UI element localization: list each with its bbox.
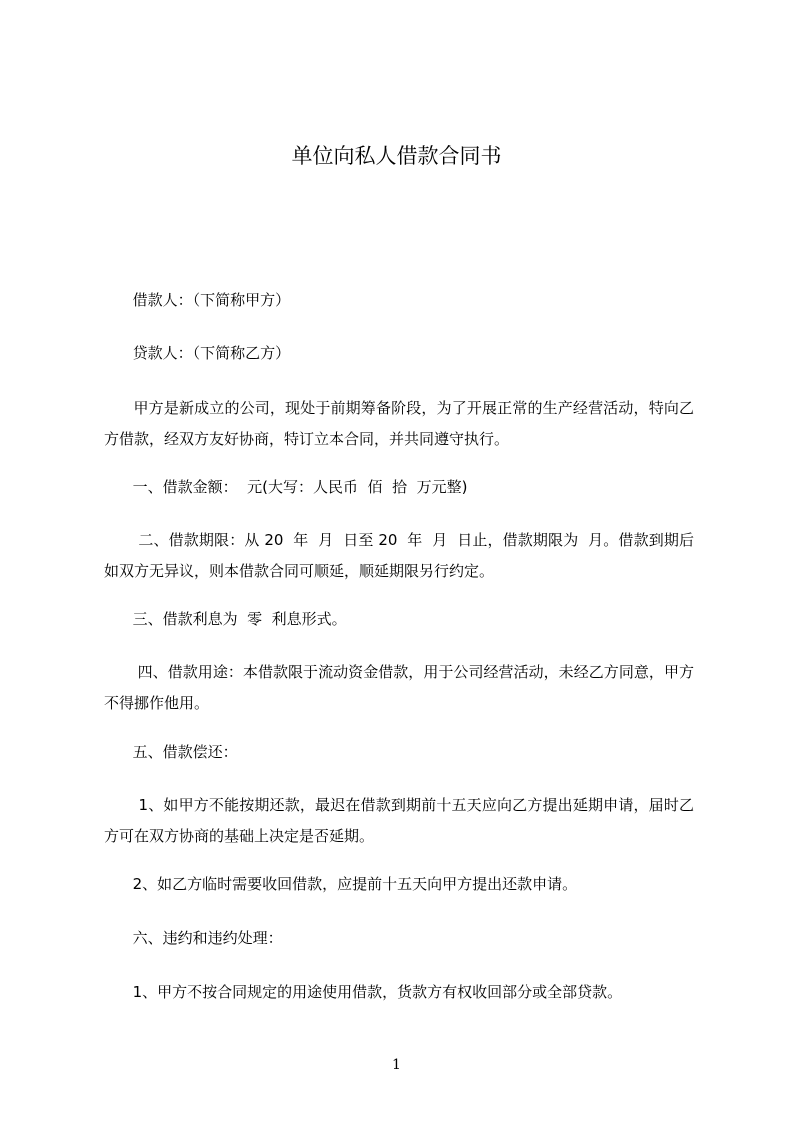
page-number: 1 [392, 1057, 401, 1073]
intro-paragraph: 甲方是新成立的公司，现处于前期筹备阶段，为了开展正常的生产经营活动，特向乙方借款，经双方友好协商，特订立本合同，并共同遵守执行。 [104, 399, 694, 448]
clause-loan-term: 二、借款期限：从 20 年 月 日至 20 年 月 日止，借款期限为 月。借款到期后如双方无异议，则本借款合同可顺延，顺延期限另行约定。 [104, 531, 694, 580]
breach-item-1: 1、甲方不按合同规定的用途使用借款，货款方有权收回部分或全部贷款。 [104, 983, 623, 1001]
clause-breach-heading: 六、违约和违约处理： [104, 929, 283, 947]
clause-loan-purpose: 四、借款用途：本借款限于流动资金借款，用于公司经营活动，未经乙方同意，甲方不得挪作他用。 [104, 663, 694, 712]
clause-loan-interest: 三、借款利息为 零 利息形式。 [104, 610, 347, 628]
document-title: 单位向私人借款合同书 [291, 144, 502, 168]
repayment-item-2: 2、如乙方临时需要收回借款，应提前十五天向甲方提出还款申请。 [104, 875, 578, 893]
repayment-item-1: 1、如甲方不能按期还款，最迟在借款到期前十五天应向乙方提出延期申请，届时乙方可在双方协商的基础上决定是否延期。 [104, 796, 694, 845]
clause-loan-amount: 一、借款金额： 元(大写：人民币 佰 拾 万元整) [104, 478, 468, 496]
clause-repayment-heading: 五、借款偿还： [104, 743, 238, 761]
lender-line: 贷款人：（下简称乙方） [104, 344, 291, 362]
borrower-line: 借款人：（下简称甲方） [104, 291, 291, 309]
